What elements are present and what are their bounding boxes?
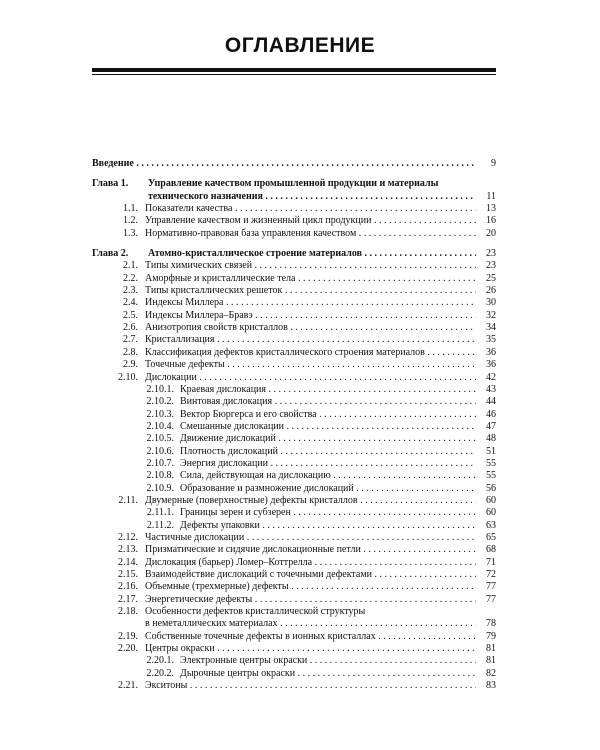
toc-entry[interactable]	[92, 631, 496, 643]
toc-entry[interactable]	[92, 322, 496, 334]
toc-entry-page: 72	[486, 569, 496, 580]
toc-entry[interactable]	[92, 203, 496, 215]
toc-entry-label: Нормативно-правовая база управления качеством . . .	[145, 228, 476, 240]
section-number: 2.14.	[118, 556, 138, 568]
toc-entry-page: 25	[486, 272, 496, 284]
toc-entry[interactable]	[92, 285, 496, 297]
toc-entry-page: 65	[486, 531, 496, 543]
toc-entry-intro[interactable]	[92, 158, 496, 170]
chapter-number: Глава 2.	[92, 248, 129, 260]
section-number: 2.17.	[118, 593, 138, 605]
toc-entry[interactable]	[92, 409, 496, 421]
toc-chapter-2[interactable]	[92, 248, 496, 260]
toc-entry-page: 77	[486, 593, 496, 605]
section-number: 2.6.	[123, 322, 138, 334]
title-rule	[92, 68, 496, 72]
toc-entry-label: Смешанные дислокации . . .	[180, 421, 476, 433]
section-number: 2.10.3.	[146, 408, 174, 420]
section-number: 2.10.	[118, 371, 138, 383]
toc-entry-page: 51	[486, 445, 496, 457]
toc-entry-page: 20	[486, 227, 496, 239]
toc-entry-label: Частичные дислокации . . .	[145, 532, 476, 544]
section-number: 2.10.4.	[146, 420, 174, 432]
section-number: 2.4.	[123, 297, 138, 309]
toc-entry-label: Типы химических связей . . .	[145, 260, 476, 272]
toc-entry[interactable]	[92, 544, 496, 556]
toc-entry[interactable]	[92, 273, 496, 285]
section-number: 2.1.	[123, 260, 138, 272]
section-number: 2.11.2.	[146, 519, 174, 531]
toc-entry-page: 71	[486, 556, 496, 568]
toc-entry-page: 32	[486, 309, 496, 321]
section-number: 2.7.	[123, 334, 138, 346]
toc-entry[interactable]	[92, 446, 496, 458]
toc-entry-page: 81	[486, 643, 496, 655]
toc-entry[interactable]	[92, 557, 496, 569]
toc-entry[interactable]	[92, 569, 496, 581]
toc-entry[interactable]	[92, 215, 496, 227]
toc-entry-label: Двумерные (поверхностные) дефекты кристаллов . . .	[145, 495, 476, 507]
section-number: 2.21.	[118, 680, 138, 692]
chapter-title-line2: технического назначения . . .	[148, 191, 476, 203]
section-number: 2.18.	[118, 606, 138, 618]
section-number: 2.11.1.	[146, 507, 174, 519]
section-number: 2.20.2.	[146, 667, 174, 679]
section-number: 2.10.9.	[146, 482, 174, 494]
toc-entry-label: Классификация дефектов кристаллического строения материалов . . .	[145, 347, 476, 359]
section-number: 1.2.	[123, 215, 138, 227]
title-rule-thin	[92, 74, 496, 75]
section-number: 2.10.8.	[146, 470, 174, 482]
toc-entry-page: 60	[486, 494, 496, 506]
toc-entry-page: 63	[486, 519, 496, 531]
toc-entry-page: 36	[486, 359, 496, 371]
toc-entry-label: Типы кристаллических решеток . . .	[145, 285, 476, 297]
toc-entry-page: 55	[486, 457, 496, 469]
toc-entry-page: 56	[486, 482, 496, 494]
toc-entry[interactable]	[92, 507, 496, 519]
toc-entry[interactable]	[92, 421, 496, 433]
toc-entry-page: 48	[486, 433, 496, 445]
toc-entry-label: Кристаллизация . . .	[145, 334, 476, 346]
toc-entry-page: 77	[486, 581, 496, 593]
toc-entry[interactable]	[92, 372, 496, 384]
toc-entry-label: Объемные (трехмерные) дефекты . . .	[145, 581, 476, 593]
toc-entry[interactable]	[92, 433, 496, 445]
chapter-2-sections-cont	[92, 631, 496, 693]
toc-entry-page: 78	[486, 618, 496, 630]
toc-entry[interactable]	[92, 359, 496, 371]
toc-entry-label: Краевая дислокация . . .	[180, 384, 476, 396]
toc-entry[interactable]	[92, 297, 496, 309]
toc-entry-label: Экситоны . . .	[145, 680, 476, 692]
toc-entry-2-18[interactable]	[92, 606, 496, 631]
toc-entry-page: 47	[486, 420, 496, 432]
table-of-contents	[92, 158, 496, 692]
toc-entry-page: 30	[486, 297, 496, 309]
section-number: 2.20.1.	[146, 655, 174, 667]
toc-entry-page: 35	[486, 334, 496, 346]
section-number: 2.10.7.	[146, 457, 174, 469]
section-number: 2.16.	[118, 581, 138, 593]
toc-entry-label: Собственные точечные дефекты в ионных кристаллах . . .	[145, 631, 476, 643]
section-number: 2.10.5.	[146, 433, 174, 445]
toc-entry-page: 23	[486, 248, 496, 260]
toc-entry[interactable]	[92, 334, 496, 346]
toc-entry-label: Аморфные и кристаллические тела . . .	[145, 273, 476, 285]
toc-entry[interactable]	[92, 655, 496, 667]
toc-entry-label: Индексы Миллера . . .	[145, 297, 476, 309]
page-title: ОГЛАВЛЕНИЕ	[224, 34, 376, 57]
toc-entry[interactable]	[92, 396, 496, 408]
toc-entry-page: 60	[486, 507, 496, 519]
toc-entry[interactable]	[92, 470, 496, 482]
section-number: 1.3.	[123, 227, 138, 239]
toc-entry-label: Образование и размножение дислокаций . . .	[180, 483, 476, 495]
toc-entry-label: Дислокация (барьер) Ломер–Коттрелла . . .	[145, 557, 476, 569]
toc-entry[interactable]	[92, 483, 496, 495]
toc-entry-page: 34	[486, 322, 496, 334]
toc-entry-label: Индексы Миллера–Бравэ . . .	[145, 310, 476, 322]
toc-entry-label: Винтовая дислокация . . .	[180, 396, 476, 408]
toc-entry[interactable]	[92, 581, 496, 593]
toc-entry-page: 26	[486, 285, 496, 297]
toc-entry-page: 83	[486, 680, 496, 692]
toc-entry-label: Границы зерен и субзерен . . .	[180, 507, 476, 519]
toc-entry-page: 79	[486, 630, 496, 642]
section-number: 2.2.	[123, 272, 138, 284]
toc-entry-page: 81	[486, 655, 496, 667]
toc-entry-label: Сила, действующая на дислокацию . . .	[180, 470, 476, 482]
section-number: 2.12.	[118, 531, 138, 543]
toc-entry[interactable]	[92, 532, 496, 544]
section-number: 2.13.	[118, 544, 138, 556]
toc-entry[interactable]	[92, 228, 496, 240]
toc-entry-label-line2: в неметаллических материалах . . .	[145, 618, 476, 630]
toc-entry[interactable]	[92, 384, 496, 396]
toc-entry-label: Показатели качества . . .	[145, 203, 476, 215]
toc-entry[interactable]	[92, 495, 496, 507]
toc-entry-page: 11	[486, 190, 496, 202]
toc-entry-label: Точечные дефекты . . .	[145, 359, 476, 371]
section-number: 2.5.	[123, 309, 138, 321]
toc-entry-label: Дислокации . . .	[145, 372, 476, 384]
section-number: 2.19.	[118, 630, 138, 642]
section-number: 2.3.	[123, 285, 138, 297]
toc-entry-label: Энергетические дефекты . . .	[145, 594, 476, 606]
toc-chapter-1[interactable]	[92, 178, 496, 203]
section-number: 2.10.2.	[146, 396, 174, 408]
section-number: 2.11.	[118, 494, 138, 506]
toc-entry-page: 16	[486, 215, 496, 227]
section-number: 2.9.	[123, 359, 138, 371]
chapter-number: Глава 1.	[92, 178, 129, 190]
toc-entry-label: Дефекты упаковки . . .	[180, 520, 476, 532]
toc-entry-page: 44	[486, 396, 496, 408]
toc-entry-label: Вектор Бюргерса и его свойства . . .	[180, 409, 476, 421]
toc-entry[interactable]	[92, 594, 496, 606]
toc-entry[interactable]	[92, 520, 496, 532]
toc-entry-label-line1: Особенности дефектов кристаллической структуры	[145, 606, 366, 618]
toc-entry-page: 9	[491, 158, 496, 169]
section-number: 2.15.	[118, 569, 138, 580]
toc-entry-label: Центры окраски . . .	[145, 643, 476, 655]
toc-entry-page: 23	[486, 260, 496, 272]
chapter-title-line1: Управление качеством промышленной продукции и материалы	[148, 178, 439, 190]
toc-entry[interactable]	[92, 310, 496, 322]
toc-entry-label: Призматические и сидячие дислокационные петли . . .	[145, 544, 476, 556]
toc-entry-page: 55	[486, 470, 496, 482]
toc-entry[interactable]	[92, 643, 496, 655]
toc-entry[interactable]	[92, 680, 496, 692]
toc-entry-label: Дырочные центры окраски . . .	[180, 668, 476, 680]
toc-entry-page: 68	[486, 544, 496, 556]
toc-entry-label: Движение дислокаций . . .	[180, 433, 476, 445]
section-number: 1.1.	[123, 203, 138, 215]
toc-entry[interactable]	[92, 347, 496, 359]
toc-entry-page: 46	[486, 408, 496, 420]
toc-entry-label: Энергия дислокации . . .	[180, 458, 476, 470]
toc-entry-page: 43	[486, 383, 496, 395]
toc-entry-label: Введение . . .	[92, 158, 476, 170]
toc-entry-page: 36	[486, 346, 496, 358]
section-number: 2.8.	[123, 346, 138, 358]
section-number: 2.10.6.	[146, 445, 174, 457]
toc-entry-page: 82	[486, 667, 496, 679]
toc-entry-label: Управление качеством и жизненный цикл продукции . . .	[145, 215, 476, 227]
toc-entry[interactable]	[92, 458, 496, 470]
toc-entry-label: Плотность дислокаций . . .	[180, 446, 476, 458]
section-number: 2.10.1.	[146, 383, 174, 395]
toc-entry[interactable]	[92, 260, 496, 272]
toc-entry[interactable]	[92, 668, 496, 680]
toc-entry-label: Анизотропия свойств кристаллов . . .	[145, 322, 476, 334]
section-number: 2.20.	[118, 643, 138, 655]
toc-entry-label: Электронные центры окраски . . .	[180, 655, 476, 667]
toc-entry-label: Взаимодействие дислокаций с точечными дефектами . . .	[145, 569, 476, 581]
toc-entry-page: 13	[486, 203, 496, 215]
toc-entry-page: 42	[486, 371, 496, 383]
chapter-2-sections	[92, 260, 496, 606]
chapter-title: Атомно-кристаллическое строение материалов . . .	[148, 248, 476, 260]
